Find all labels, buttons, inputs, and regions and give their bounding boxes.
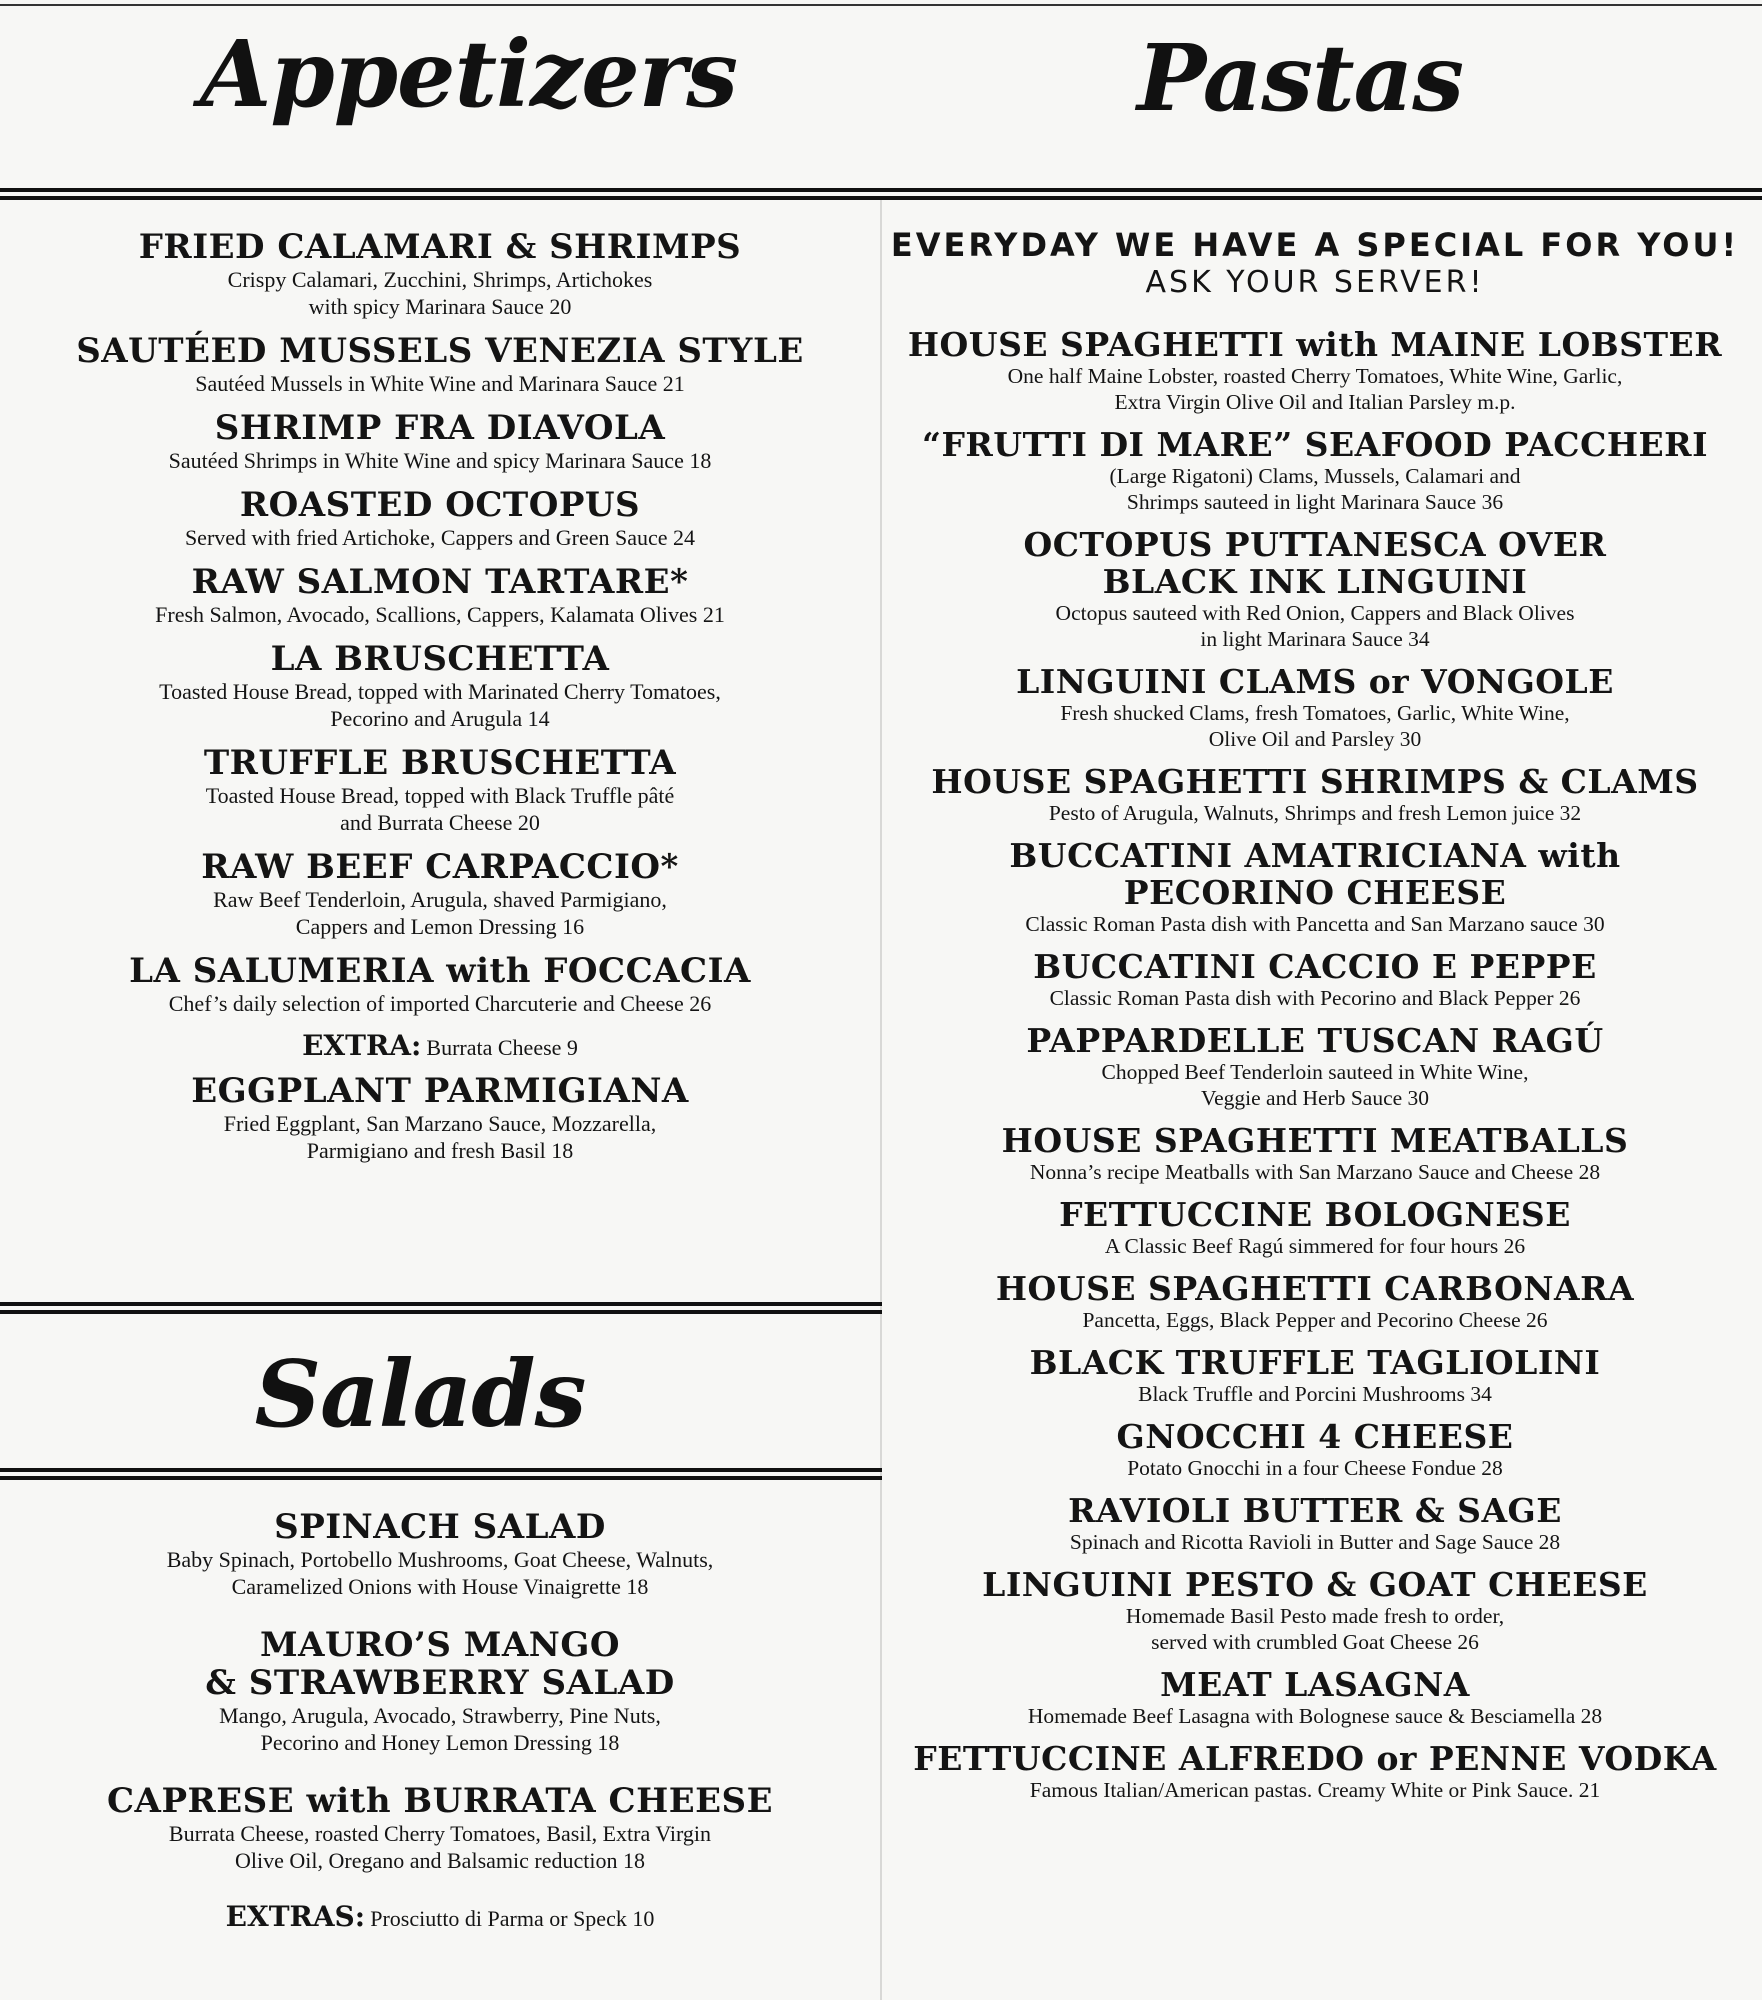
item-desc-2: Cappers and Lemon Dressing 16 (295, 914, 585, 939)
menu-item (880, 326, 1750, 415)
item-name: LA BRUSCHETTA (270, 639, 610, 679)
item-desc: Nonna’s recipe Meatballs with San Marzano Sauce and Cheese 28 (1029, 1160, 1601, 1184)
item-desc: Raw Beef Tenderloin, Arugula, shaved Parmigiano, (213, 887, 667, 912)
special-line-1: EVERYDAY WE HAVE A SPECIAL FOR YOU! (890, 226, 1740, 264)
item-desc: Crispy Calamari, Zucchini, Shrimps, Artichokes (227, 267, 653, 292)
menu-item (30, 486, 850, 551)
menu-item (880, 1566, 1750, 1655)
item-desc: Potato Gnocchi in a four Cheese Fondue 28 (1127, 1456, 1503, 1480)
item-desc: Spinach and Ricotta Ravioli in Butter and Sage Sauce 28 (1069, 1530, 1561, 1554)
item-desc: One half Maine Lobster, roasted Cherry Tomatoes, White Wine, Garlic, (1007, 364, 1623, 388)
menu-item (880, 663, 1750, 752)
salads-section (30, 1508, 850, 1959)
item-desc: Pancetta, Eggs, Black Pepper and Pecorino Cheese 26 (1082, 1308, 1548, 1332)
item-name: LINGUINI CLAMS or VONGOLE (1016, 662, 1614, 701)
item-desc-2: Pecorino and Honey Lemon Dressing 18 (260, 1730, 620, 1755)
menu-item (30, 228, 850, 320)
item-desc: Black Truffle and Porcini Mushrooms 34 (1138, 1382, 1492, 1406)
menu-item (880, 1344, 1750, 1407)
menu-item (30, 1782, 850, 1874)
menu-item (30, 744, 850, 836)
item-desc: A Classic Beef Ragú simmered for four hours 26 (1104, 1234, 1526, 1258)
menu-item (30, 1508, 850, 1600)
daily-special-notice (880, 226, 1750, 302)
salads-heading: Salads (254, 1340, 586, 1448)
item-name: HOUSE SPAGHETTI with MAINE LOBSTER (907, 325, 1723, 364)
item-name: SPINACH SALAD (274, 1507, 606, 1547)
item-desc: Fresh shucked Clams, fresh Tomatoes, Garlic, White Wine, (1060, 701, 1570, 725)
item-desc: Sautéed Shrimps in White Wine and spicy Marinara Sauce 18 (168, 448, 712, 473)
item-name: BUCCATINI AMATRICIANA with (1009, 836, 1621, 875)
extra-label: EXTRA: (302, 1029, 422, 1062)
top-border (0, 4, 1762, 6)
item-name: BUCCATINI CACCIO E PEPPE (1033, 947, 1597, 986)
menu-item (30, 640, 850, 732)
extras-text: Prosciutto di Parma or Speck 10 (370, 1906, 655, 1931)
extras-label: EXTRAS: (225, 1900, 366, 1933)
item-desc: Homemade Beef Lasagna with Bolognese sauce & Besciamella 28 (1027, 1704, 1603, 1728)
menu-item (880, 426, 1750, 515)
item-name: SHRIMP FRA DIAVOLA (214, 408, 666, 448)
item-name: LINGUINI PESTO & GOAT CHEESE (982, 1565, 1648, 1604)
item-desc-2: served with crumbled Goat Cheese 26 (1151, 1630, 1479, 1654)
extra-text: Burrata Cheese 9 (426, 1035, 578, 1060)
menu-item (880, 1418, 1750, 1481)
item-name-2: PECORINO CHEESE (1123, 873, 1507, 912)
menu-item (30, 848, 850, 940)
menu-item (30, 1626, 850, 1756)
item-name: GNOCCHI 4 CHEESE (1116, 1417, 1514, 1456)
item-desc-2: Caramelized Onions with House Vinaigrette 18 (231, 1574, 649, 1599)
item-name: EGGPLANT PARMIGIANA (191, 1071, 689, 1111)
item-desc: (Large Rigatoni) Clams, Mussels, Calamari and (1109, 464, 1521, 488)
item-desc-2: Veggie and Herb Sauce 30 (1200, 1086, 1430, 1110)
item-desc: Octopus sauteed with Red Onion, Cappers and Black Olives (1055, 601, 1575, 625)
menu-item (880, 526, 1750, 652)
item-name: HOUSE SPAGHETTI MEATBALLS (1001, 1121, 1629, 1160)
pastas-section (880, 226, 1750, 1814)
menu-item (880, 763, 1750, 826)
menu-item (30, 409, 850, 474)
item-name: HOUSE SPAGHETTI SHRIMPS & CLAMS (931, 762, 1699, 801)
appetizers-section (30, 228, 850, 1176)
item-name-2: & STRAWBERRY SALAD (205, 1663, 675, 1703)
item-desc: Sautéed Mussels in White Wine and Marinara Sauce 21 (195, 371, 685, 396)
item-desc: Toasted House Bread, topped with Marinated Cherry Tomatoes, (159, 679, 721, 704)
item-desc-2: and Burrata Cheese 20 (340, 810, 540, 835)
item-name: RAVIOLI BUTTER & SAGE (1068, 1491, 1562, 1530)
item-name: FRIED CALAMARI & SHRIMPS (138, 227, 742, 267)
appetizers-extra (30, 1029, 850, 1062)
salads-bottom-double-rule (0, 1468, 882, 1480)
item-desc-2: Olive Oil, Oregano and Balsamic reduction 18 (235, 1848, 645, 1873)
item-desc: Chef’s daily selection of imported Charcuterie and Cheese 26 (168, 991, 712, 1016)
special-line-2: ASK YOUR SERVER! (1145, 265, 1485, 300)
item-name: OCTOPUS PUTTANESCA OVER (1023, 525, 1607, 564)
item-desc: Burrata Cheese, roasted Cherry Tomatoes, Basil, Extra Virgin (168, 1821, 712, 1846)
item-name: PAPPARDELLE TUSCAN RAGÚ (1026, 1021, 1604, 1060)
item-name: “FRUTTI DI MARE” SEAFOOD PACCHERI (921, 425, 1709, 464)
item-desc: Baby Spinach, Portobello Mushrooms, Goat Cheese, Walnuts, (166, 1547, 714, 1572)
item-desc-2: Extra Virgin Olive Oil and Italian Parsley m.p. (1114, 390, 1516, 414)
item-desc: Fresh Salmon, Avocado, Scallions, Cappers, Kalamata Olives 21 (155, 602, 725, 627)
item-desc: Classic Roman Pasta dish with Pancetta and San Marzano sauce 30 (1025, 912, 1605, 936)
header-double-rule (0, 188, 1762, 200)
menu-item (880, 948, 1750, 1011)
item-name: CAPRESE with BURRATA CHEESE (107, 1781, 773, 1821)
item-name: HOUSE SPAGHETTI CARBONARA (995, 1269, 1635, 1308)
item-desc: Classic Roman Pasta dish with Pecorino and Black Pepper 26 (1049, 986, 1581, 1010)
menu-item (30, 952, 850, 1017)
item-desc: Homemade Basil Pesto made fresh to order, (1125, 1604, 1505, 1628)
salads-extras (30, 1900, 850, 1933)
item-name: SAUTÉED MUSSELS VENEZIA STYLE (76, 331, 804, 371)
item-name-2: BLACK INK LINGUINI (1102, 562, 1528, 601)
menu-item (880, 1740, 1750, 1803)
item-name: MEAT LASAGNA (1160, 1665, 1470, 1704)
menu-item (30, 563, 850, 628)
item-desc: Pesto of Arugula, Walnuts, Shrimps and fresh Lemon juice 32 (1048, 801, 1582, 825)
item-desc: Chopped Beef Tenderloin sauteed in White Wine, (1101, 1060, 1529, 1084)
salads-top-double-rule (0, 1302, 882, 1314)
menu-item (880, 1196, 1750, 1259)
menu-item (880, 837, 1750, 937)
item-name: FETTUCCINE BOLOGNESE (1059, 1195, 1571, 1234)
menu-item (30, 332, 850, 397)
item-desc-2: with spicy Marinara Sauce 20 (308, 294, 572, 319)
item-name: ROASTED OCTOPUS (239, 485, 641, 525)
item-desc: Served with fried Artichoke, Cappers and Green Sauce 24 (184, 525, 696, 550)
item-desc: Famous Italian/American pastas. Creamy White or Pink Sauce. 21 (1029, 1778, 1601, 1802)
item-desc-2: in light Marinara Sauce 34 (1200, 627, 1430, 651)
item-desc-2: Olive Oil and Parsley 30 (1208, 727, 1422, 751)
menu-item (880, 1666, 1750, 1729)
item-name: BLACK TRUFFLE TAGLIOLINI (1029, 1343, 1601, 1382)
menu-item (880, 1022, 1750, 1111)
item-name: RAW SALMON TARTARE* (191, 562, 689, 602)
item-desc: Mango, Arugula, Avocado, Strawberry, Pine Nuts, (219, 1703, 661, 1728)
item-desc: Fried Eggplant, San Marzano Sauce, Mozzarella, (223, 1111, 657, 1136)
item-name: LA SALUMERIA with FOCCACIA (129, 951, 751, 991)
item-desc-2: Parmigiano and fresh Basil 18 (306, 1138, 574, 1163)
appetizers-heading: Appetizers (200, 20, 738, 128)
pastas-heading: Pastas (1136, 24, 1464, 132)
menu-item (880, 1492, 1750, 1555)
item-name: RAW BEEF CARPACCIO* (201, 847, 679, 887)
item-desc-2: Shrimps sauteed in light Marinara Sauce 36 (1126, 490, 1504, 514)
item-name: MAURO’S MANGO (259, 1625, 620, 1665)
menu-item-eggplant-parmigiana (30, 1072, 850, 1164)
item-name: FETTUCCINE ALFREDO or PENNE VODKA (913, 1739, 1717, 1778)
menu-item (880, 1270, 1750, 1333)
menu-item (880, 1122, 1750, 1185)
item-desc: Toasted House Bread, topped with Black Truffle pâté (205, 783, 675, 808)
item-name: TRUFFLE BRUSCHETTA (203, 743, 677, 783)
item-desc-2: Pecorino and Arugula 14 (330, 706, 550, 731)
